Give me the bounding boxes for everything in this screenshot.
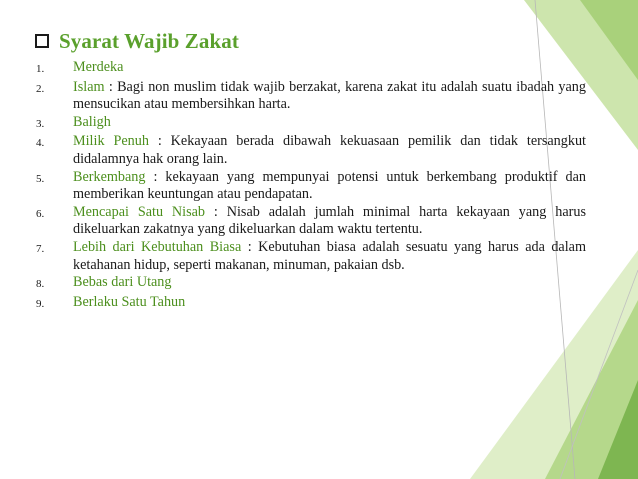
item-body <box>73 239 586 274</box>
slide-title-text: Syarat Wajib Zakat <box>59 28 239 53</box>
list-item <box>36 79 586 114</box>
item-term: Milik Penuh <box>73 133 149 150</box>
item-term: Baligh <box>73 113 111 130</box>
item-term: Mencapai Satu Nisab <box>73 203 206 220</box>
requirements-list <box>36 59 586 313</box>
item-body <box>73 274 586 294</box>
list-item <box>36 133 586 168</box>
item-description: : Kebutuhan biasa adalah sesuatu yang harus ada dalam ketahanan hidup, seperti makanan, minuman, pakaian dsb. <box>73 238 587 273</box>
item-term: Bebas dari Utang <box>73 274 172 291</box>
list-item <box>36 274 586 294</box>
list-item <box>36 59 586 79</box>
list-item <box>36 169 586 204</box>
checkbox-bullet-icon <box>35 34 49 48</box>
item-description: : Kekayaan berada dibawah kekuasaan pemilik dan tidak tersangkut didalamnya hak orang lain. <box>73 133 586 167</box>
item-number: 4. <box>36 137 45 150</box>
item-term: Merdeka <box>73 59 124 75</box>
item-description: : kekayaan yang mempunyai potensi untuk berkembang produktif dan memberikan keuntungan atau pendapatan. <box>73 168 586 203</box>
item-description: : Nisab adalah jumlah minimal harta kekayaan yang harus dikeluarkan zakatnya yang dikeluarkan dalam waktu tertentu. <box>73 203 586 238</box>
item-number: 8. <box>36 278 45 291</box>
item-term: Islam <box>73 78 105 95</box>
item-body <box>73 133 586 168</box>
list-item <box>36 204 586 239</box>
item-term: Lebih dari Kebutuhan Biasa <box>73 238 242 255</box>
item-term: Berkembang <box>73 168 146 185</box>
item-body <box>73 169 586 204</box>
item-number: 3. <box>36 117 45 130</box>
item-body <box>73 79 586 114</box>
item-body <box>73 59 586 79</box>
item-number: 2. <box>36 82 45 95</box>
item-term: Berlaku Satu Tahun <box>73 293 186 310</box>
slide-title <box>35 28 239 54</box>
item-number: 6. <box>36 207 45 220</box>
item-body <box>73 114 586 134</box>
item-body <box>73 204 586 239</box>
item-number: 5. <box>36 172 45 185</box>
item-number: 9. <box>36 297 45 310</box>
list-item <box>36 114 586 134</box>
list-item <box>36 294 586 314</box>
item-body <box>73 294 586 314</box>
item-number: 1. <box>36 63 45 75</box>
item-number: 7. <box>36 242 45 255</box>
list-item <box>36 239 586 274</box>
item-description: : Bagi non muslim tidak wajib berzakat, karena zakat itu adalah suatu ibadah yang mensucikan atau membersihkan harta. <box>73 78 586 113</box>
